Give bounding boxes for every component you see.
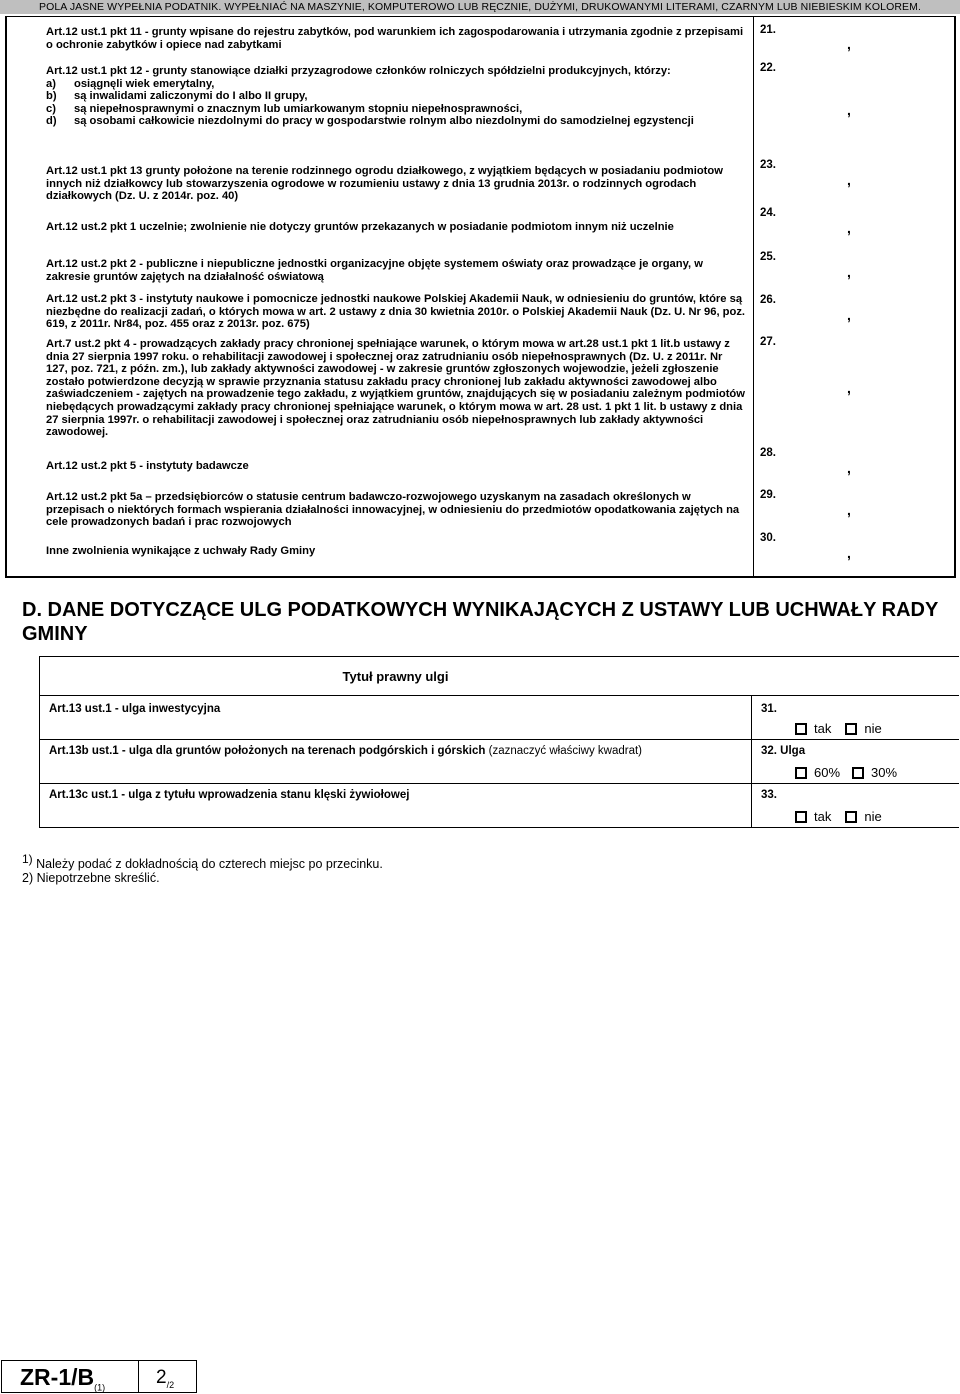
field-26-value[interactable]: , <box>847 307 851 323</box>
instructions-bar: POLA JASNE WYPEŁNIA PODATNIK. WYPEŁNIAĆ NA MASZYNIE, KOMPUTEROWO LUB RĘCZNIE, DUŻYMI, DRUKOWANYMI LITERAMI, CZARNYM LUB NIEBIESKIM KOLOREM. <box>0 0 960 14</box>
field-29-value[interactable]: , <box>847 502 851 518</box>
footnote-2: 2) Niepotrzebne skreślić. <box>22 871 160 885</box>
exemption-28-text: Art.12 ust.2 pkt 5 - instytuty badawcze <box>46 460 249 472</box>
page-number: $2_{/2}$ <box>156 1367 175 1390</box>
exemption-27-text: Art.7 ust.2 pkt 4 - prowadzących zakłady pracy chronionej spełniające warunek, o którym mowa w art.28 ust.1 pkt 1 lit.b ustawy z dnia 27 sierpnia 1997 roku. o rehabilitacji zawodowej i społecznej oraz zatrudnianiu osób niepełnosprawnych (Dz. U. z 2011r. Nr 127, poz. 721, z późn. zm.), lub zakłady aktywności zawodowej - w zakresie gruntów zgłoszonych wojewodzie, jeżeli zgłoszenie zostało potwierdzone decyzją w sprawie przyznania statusu zakładu pracy chronionej lub zakładu aktywności zawodowej albo zaświadczeniem - zajętych na prowadzenie tego zakładu, z wyjątkiem gruntów, znajdujących się w posiadaniu zależnym podmiotów niebędących prowadzącymi zakłady pracy chronionej spełniające warunek, o którym mowa w art. 28 ust. 1 pkt 1 lit. b ustawy z dnia 27 sierpnia 1997r. o rehabilitacji zawodowej i społecznej oraz zatrudnianiu osób niepełnosprawnych lub zakłady aktywności zawodowej. <box>46 338 745 439</box>
form-code: $ZR-1/B_{(1)}$ <box>20 1364 106 1393</box>
badge-divider <box>138 1361 139 1392</box>
option-label: nie <box>864 809 882 824</box>
field-22-value[interactable]: , <box>847 102 851 118</box>
exemption-23-text: Art.12 ust.1 pkt 13 grunty położone na terenie rodzinnego ogrodu działkowego, z wyjątkiem będących w posiadaniu podmiotow innych niż działkowcy lub stowarzyszenia ogrodowe w rozumieniu ustawy z dnia 13 grudnia 2013r. o rodzinnych ogrodach działkowych (Dz. U. z 2014r. poz. 40) <box>46 165 723 203</box>
exemption-30-text: Inne zwolnienia wynikające z uchwały Rady Gminy <box>46 545 316 557</box>
checkbox-31-tak[interactable] <box>795 723 807 735</box>
option-label: nie <box>864 721 882 736</box>
field-21-value[interactable]: , <box>847 36 851 52</box>
field-27-value[interactable]: , <box>847 380 851 396</box>
form-id-badge <box>1 1360 197 1393</box>
field-28-number: 28. <box>760 447 776 459</box>
reliefs-table <box>39 656 959 828</box>
option-label: 60% <box>814 765 841 780</box>
field-21-number: 21. <box>760 24 776 36</box>
checkbox-33-tak[interactable] <box>795 811 807 823</box>
checkbox-32-60[interactable] <box>795 767 807 779</box>
column-divider <box>753 17 754 576</box>
option-label: 30% <box>871 765 898 780</box>
field-23-value[interactable]: , <box>847 172 851 188</box>
exemption-29-text: Art.12 ust.2 pkt 5a – przedsiębiorców o statusie centrum badawczo-rozwojowego uzyskanym na zasadach określonych w przepisach o niektórych formach wspierania działalności innowacyjnej, w odniesieniu do przedmiotów opodatkowania zajętych na cele prowadzonych badań i prac rozwojowych <box>46 491 740 529</box>
exemption-25-text: Art.12 ust.2 pkt 2 - publiczne i niepubliczne jednostki organizacyjne objęte systemem oświaty oraz prowadzące je organy, w zakresie gruntów zajętych na działalność oświatową <box>46 258 703 283</box>
option-label: tak <box>814 721 832 736</box>
table-line <box>40 783 959 784</box>
table-line <box>40 739 959 740</box>
exemption-26-text: Art.12 ust.2 pkt 3 - instytuty naukowe i pomocnicze jednostki naukowe Polskiej Akademii Nauk, w odniesieniu do gruntów, które są niezbędne do realizacji zadań, o których mowa w art. 2 ustawy z dnia 30 kwietnia 2010r. o Polskiej Akademii Nauk (Dz. U. Nr 96, poz. 619, z 2011r. Nr84, poz. 455 oraz z 2013r. poz. 675) <box>46 293 746 331</box>
field-32-options <box>795 765 897 780</box>
exemption-21-text: Art.12 ust.1 pkt 11 - grunty wpisane do rejestru zabytków, pod warunkiem ich zagospodarowania i utrzymania zgodnie z przepisami o ochronie zabytków i opiece nad zabytkami <box>46 26 744 51</box>
table-line <box>40 695 959 696</box>
section-d-heading: D. DANE DOTYCZĄCE ULG PODATKOWYCH WYNIKAJĄCYCH Z USTAWY LUB UCHWAŁY RADY GMINY <box>22 599 938 645</box>
exemption-22-item-c: c) są niepełnosprawnymi o znacznym lub umiarkowanym stopniu niepełnosprawności, <box>46 102 523 115</box>
field-32-number: 32. Ulga <box>761 745 806 757</box>
field-24-number: 24. <box>760 207 776 219</box>
exemption-24-text: Art.12 ust.2 pkt 1 uczelnie; zwolnienie nie dotyczy gruntów przekazanych w posiadanie podmiotom innym niż uczelnie <box>46 221 674 233</box>
checkbox-32-30[interactable] <box>852 767 864 779</box>
relief-32-label: Art.13b ust.1 - ulga dla gruntów położonych na terenach podgórskich i górskich (zaznaczyć właściwy kwadrat) <box>49 745 642 757</box>
field-22-number: 22. <box>760 62 776 74</box>
field-28-value[interactable]: , <box>847 460 851 476</box>
field-27-number: 27. <box>760 336 776 348</box>
footnote-1: $^{1)}$ Należy podać z dokładnością do czterech miejsc po przecinku. <box>22 852 383 872</box>
field-25-value[interactable]: , <box>847 264 851 280</box>
checkbox-31-nie[interactable] <box>845 723 857 735</box>
exemption-22-text: Art.12 ust.1 pkt 12 - grunty stanowiące działki przyzagrodowe członków rolniczych spółdzielni produkcyjnych, którzy: <box>46 65 671 77</box>
field-33-number: 33. <box>761 789 777 801</box>
option-label: tak <box>814 809 832 824</box>
field-30-number: 30. <box>760 532 776 544</box>
exemption-22-block <box>46 65 746 128</box>
table-column-divider <box>751 695 752 827</box>
exemption-22-item-a: a) osiągnęli wiek emerytalny, <box>46 77 215 90</box>
table-title: Tytuł prawny ulgi <box>342 669 449 684</box>
relief-33-label: Art.13c ust.1 - ulga z tytułu wprowadzenia stanu klęski żywiołowej <box>49 789 410 801</box>
checkbox-33-nie[interactable] <box>845 811 857 823</box>
relief-31-label: Art.13 ust.1 - ulga inwestycyjna <box>49 703 221 715</box>
field-33-options <box>795 809 882 824</box>
field-31-options <box>795 721 882 736</box>
field-29-number: 29. <box>760 489 776 501</box>
exemption-22-item-d: d) są osobami całkowicie niezdolnymi do pracy w gospodarstwie rolnym albo niezdolnymi do samodzielnej egzystencji <box>46 115 694 128</box>
field-24-value[interactable]: , <box>847 220 851 236</box>
field-31-number: 31. <box>761 703 777 715</box>
exemption-22-item-b: b) są inwalidami zaliczonymi do I albo II grupy, <box>46 90 308 103</box>
field-23-number: 23. <box>760 159 776 171</box>
field-25-number: 25. <box>760 251 776 263</box>
field-26-number: 26. <box>760 294 776 306</box>
field-30-value[interactable]: , <box>847 545 851 561</box>
